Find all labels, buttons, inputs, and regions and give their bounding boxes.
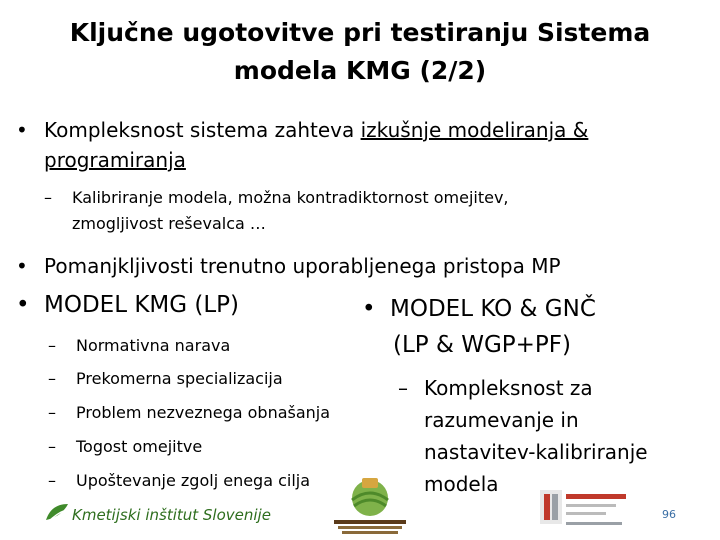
right-col-item-line-3: nastavitev-kalibriranje — [424, 440, 648, 464]
bullet-1 — [16, 115, 588, 145]
title-line-2: modela KMG (2/2) — [233, 56, 487, 85]
bullet-1-cont — [44, 145, 186, 175]
bullet-2-text: Pomanjkljivosti trenutno uporabljenega pristopa MP — [44, 254, 561, 278]
bullet-2 — [16, 251, 561, 281]
bullet-dot: • — [16, 118, 28, 142]
right-col-item — [398, 372, 648, 500]
bullet-1-underlined: izkušnje modeliranja & — [360, 118, 589, 142]
left-col-item-3 — [48, 400, 330, 426]
bullet-1-text-a: Kompleksnost sistema zahteva — [44, 118, 361, 142]
sub-bullet-1-cont — [72, 211, 266, 237]
bullet-dot: • — [362, 296, 376, 322]
page-number: 96 — [662, 508, 676, 521]
left-col-heading — [16, 288, 239, 322]
right-col-item-line-2: razumevanje in — [424, 408, 579, 432]
dash: – — [44, 188, 52, 207]
left-col-item-text: Prekomerna specializacija — [76, 369, 283, 388]
title-line-1: Ključne ugotovitve pri testiranju Sistema — [69, 18, 651, 47]
right-col-heading — [362, 292, 596, 326]
institute-logo — [44, 502, 70, 528]
partner-logo-center — [332, 476, 408, 536]
sub-bullet-1-line-2: zmogljivost reševalca … — [72, 214, 266, 233]
partner-logo-right — [538, 484, 634, 532]
bullet-dot: • — [16, 254, 28, 278]
bullet-dot: • — [16, 292, 30, 318]
bullet-1-underlined-2: programiranja — [44, 148, 186, 172]
dash: – — [48, 471, 56, 490]
dash: – — [48, 369, 56, 388]
right-col-heading-line-1: MODEL KO & GNČ — [390, 296, 596, 322]
left-col-item-4 — [48, 434, 202, 460]
globe-field-icon — [332, 476, 408, 536]
left-col-item-text: Upoštevanje zgolj enega cilja — [76, 471, 311, 490]
dash: – — [48, 336, 56, 355]
dash: – — [48, 403, 56, 422]
right-col-heading-line-2: (LP & WGP+PF) — [393, 332, 571, 358]
left-col-item-2 — [48, 366, 283, 392]
sub-bullet-1 — [44, 185, 509, 211]
sub-bullet-1-line-1: Kalibriranje modela, možna kontradiktornost omejitev, — [72, 188, 509, 207]
dash: – — [48, 437, 56, 456]
institute-leaf-icon — [44, 502, 70, 524]
right-col-item-line-4: modela — [424, 472, 499, 496]
left-col-item-1 — [48, 333, 230, 359]
left-col-item-text: Togost omejitve — [76, 437, 203, 456]
left-col-item-text: Problem nezveznega obnašanja — [76, 403, 331, 422]
left-col-item-text: Normativna narava — [76, 336, 231, 355]
right-col-item-line-1: Kompleksnost za — [424, 376, 593, 400]
left-col-heading-text: MODEL KMG (LP) — [44, 292, 240, 318]
university-logo-icon — [538, 484, 634, 532]
slide-title — [0, 14, 720, 90]
left-col-item-5 — [48, 468, 310, 494]
institute-name: Kmetijski inštitut Slovenije — [72, 506, 271, 524]
dash: – — [398, 376, 408, 400]
right-col-heading-cont — [393, 328, 571, 362]
